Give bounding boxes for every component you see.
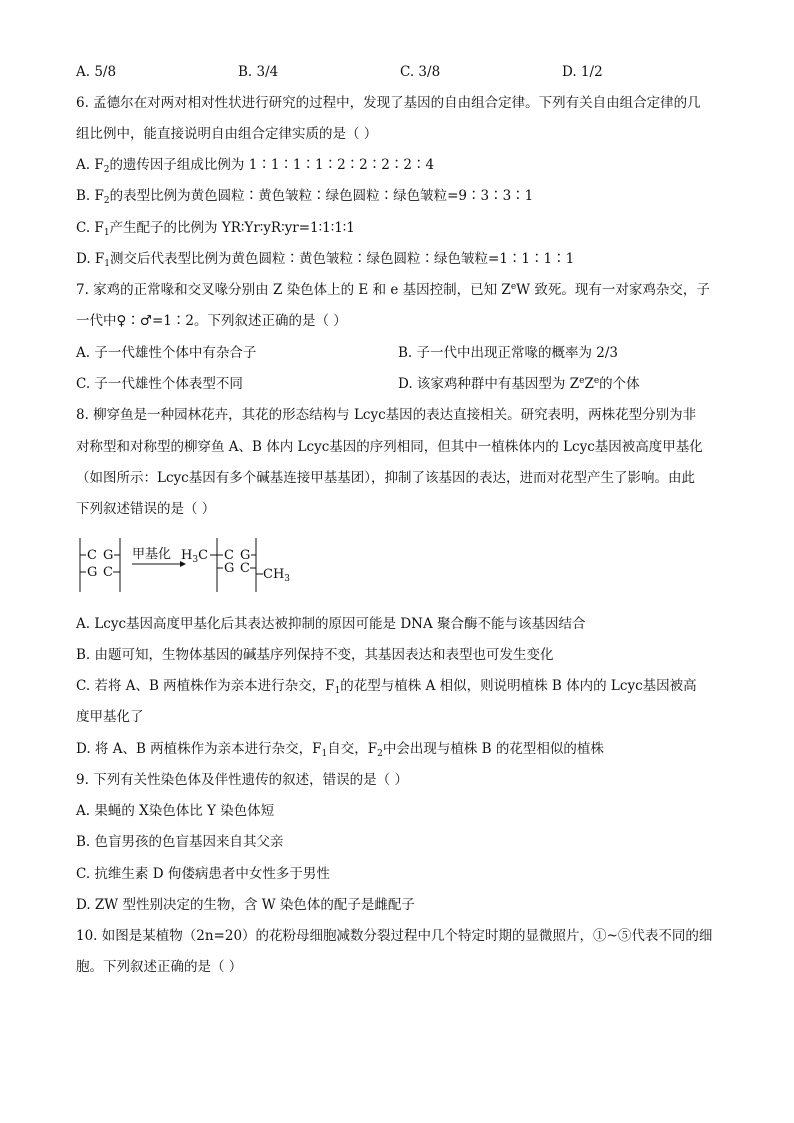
q5-option-b: B. 3/4 [238, 64, 279, 80]
methyl-right: $CH_3$ [263, 567, 291, 584]
methylation-diagram [76, 534, 316, 596]
q10-stem-line2: 胞。下列叙述正确的是（ ） [76, 959, 243, 975]
left-base-g2: G [87, 565, 98, 580]
q7-stem-line1: 7. 家鸡的正常喙和交叉喙分别由 Z 染色体上的 E 和 e 基因控制，已知 $Z^eW$ 致死。现有一对家鸡杂交，子 [76, 282, 710, 298]
q8-option-a: A. Lcyc基因高度甲基化后其表达被抑制的原因可能是 DNA 聚合酶不能与该基因结合 [76, 616, 586, 632]
right-base-g1: G [240, 548, 251, 563]
q6-option-a: A. $F_2$的遗传因子组成比例为 1∶1∶1∶1∶2∶2∶2∶2∶4 [76, 157, 435, 175]
q9-option-d: D. ZW 型性别决定的生物，含 W 染色体的配子是雌配子 [76, 897, 415, 913]
q7-stem-line2: 一代中♀∶♂=1∶2。下列叙述正确的是（ ） [76, 313, 347, 329]
q6-stem-line2: 组比例中，能直接说明自由组合定律实质的是（ ） [76, 126, 378, 142]
left-base-g1: G [103, 548, 114, 563]
q6-option-c: C. $F_1$产生配子的比例为 YR∶Yr∶yR∶yr=1∶1∶1∶1 [76, 220, 355, 238]
left-base-c1: C [87, 548, 97, 563]
q8-stem-line1: 8. 柳穿鱼是一种园林花卉，其花的形态结构与 Lcyc基因的表达直接相关。研究表明，两株花型分别为非 [76, 407, 697, 423]
q8-stem-line2: 对称型和对称型的柳穿鱼 A、B 体内 Lcyc基因的序列相同，但其中一植株体内的 Lcyc基因被高度甲基化 [76, 439, 703, 455]
q8-option-b: B. 由题可知，生物体基因的碱基序列保持不变，其基因表达和表型也可发生变化 [76, 647, 554, 663]
q7-option-d: D. 该家鸡种群中有基因型为 $Z^eZ^e$的个体 [398, 376, 640, 392]
right-base-c2: C [240, 561, 250, 576]
q8-stem-line3: （如图所示：Lcyc基因有多个碱基连接甲基基团），抑制了该基因的表达，进而对花型产生了影响。由此 [76, 470, 695, 486]
q7-option-b: B. 子一代中出现正常喙的概率为 2/3 [398, 345, 619, 361]
methyl-left: $H_3C$ [181, 548, 209, 565]
q5-option-c: C. 3/8 [400, 64, 441, 80]
q5-option-a: A. 5/8 [76, 64, 117, 80]
q8-stem-line4: 下列叙述错误的是（ ） [76, 501, 216, 517]
right-base-g2: G [224, 561, 235, 576]
q6-option-d: D. $F_1$测交后代表型比例为黄色圆粒∶黄色皱粒∶绿色圆粒∶绿色皱粒=1∶1∶1∶1 [76, 251, 575, 269]
q5-option-d: D. 1/2 [562, 64, 603, 80]
q10-stem-line1: 10. 如图是某植物（2n=20）的花粉母细胞减数分裂过程中几个特定时期的显微照片，①~⑤代表不同的细 [76, 928, 713, 944]
q8-option-d: D. 将 A、B 两植株作为亲本进行杂交，$F_1$自交，$F_2$中会出现与植株 B 的花型相似的植株 [76, 741, 604, 759]
q8-option-c-line1: C. 若将 A、B 两植株作为亲本进行杂交，$F_1$的花型与植株 A 相似，则说明植株 B 体内的 Lcyc基因被高 [76, 678, 697, 696]
q9-stem: 9. 下列有关性染色体及伴性遗传的叙述，错误的是（ ） [76, 772, 408, 788]
q7-option-c: C. 子一代雄性个体表型不同 [76, 376, 243, 392]
q6-stem-line1: 6. 孟德尔在对两对相对性状进行研究的过程中，发现了基因的自由组合定律。下列有关自由组合定律的几 [76, 95, 701, 111]
q8-option-c-line2: 度甲基化了 [76, 709, 144, 725]
q6-option-b: B. $F_2$的表型比例为黄色圆粒∶黄色皱粒∶绿色圆粒∶绿色皱粒=9∶3∶3∶1 [76, 188, 534, 206]
q9-option-b: B. 色盲男孩的色盲基因来自其父亲 [76, 834, 284, 850]
arrow-label: 甲基化 [132, 547, 172, 562]
q9-option-a: A. 果蝇的 X染色体比 Y 染色体短 [76, 803, 275, 819]
left-base-c2: C [103, 565, 113, 580]
q7-option-a: A. 子一代雄性个体中有杂合子 [76, 345, 257, 361]
right-base-c1: C [224, 548, 234, 563]
q9-option-c: C. 抗维生素 D 佝偻病患者中女性多于男性 [76, 866, 330, 882]
